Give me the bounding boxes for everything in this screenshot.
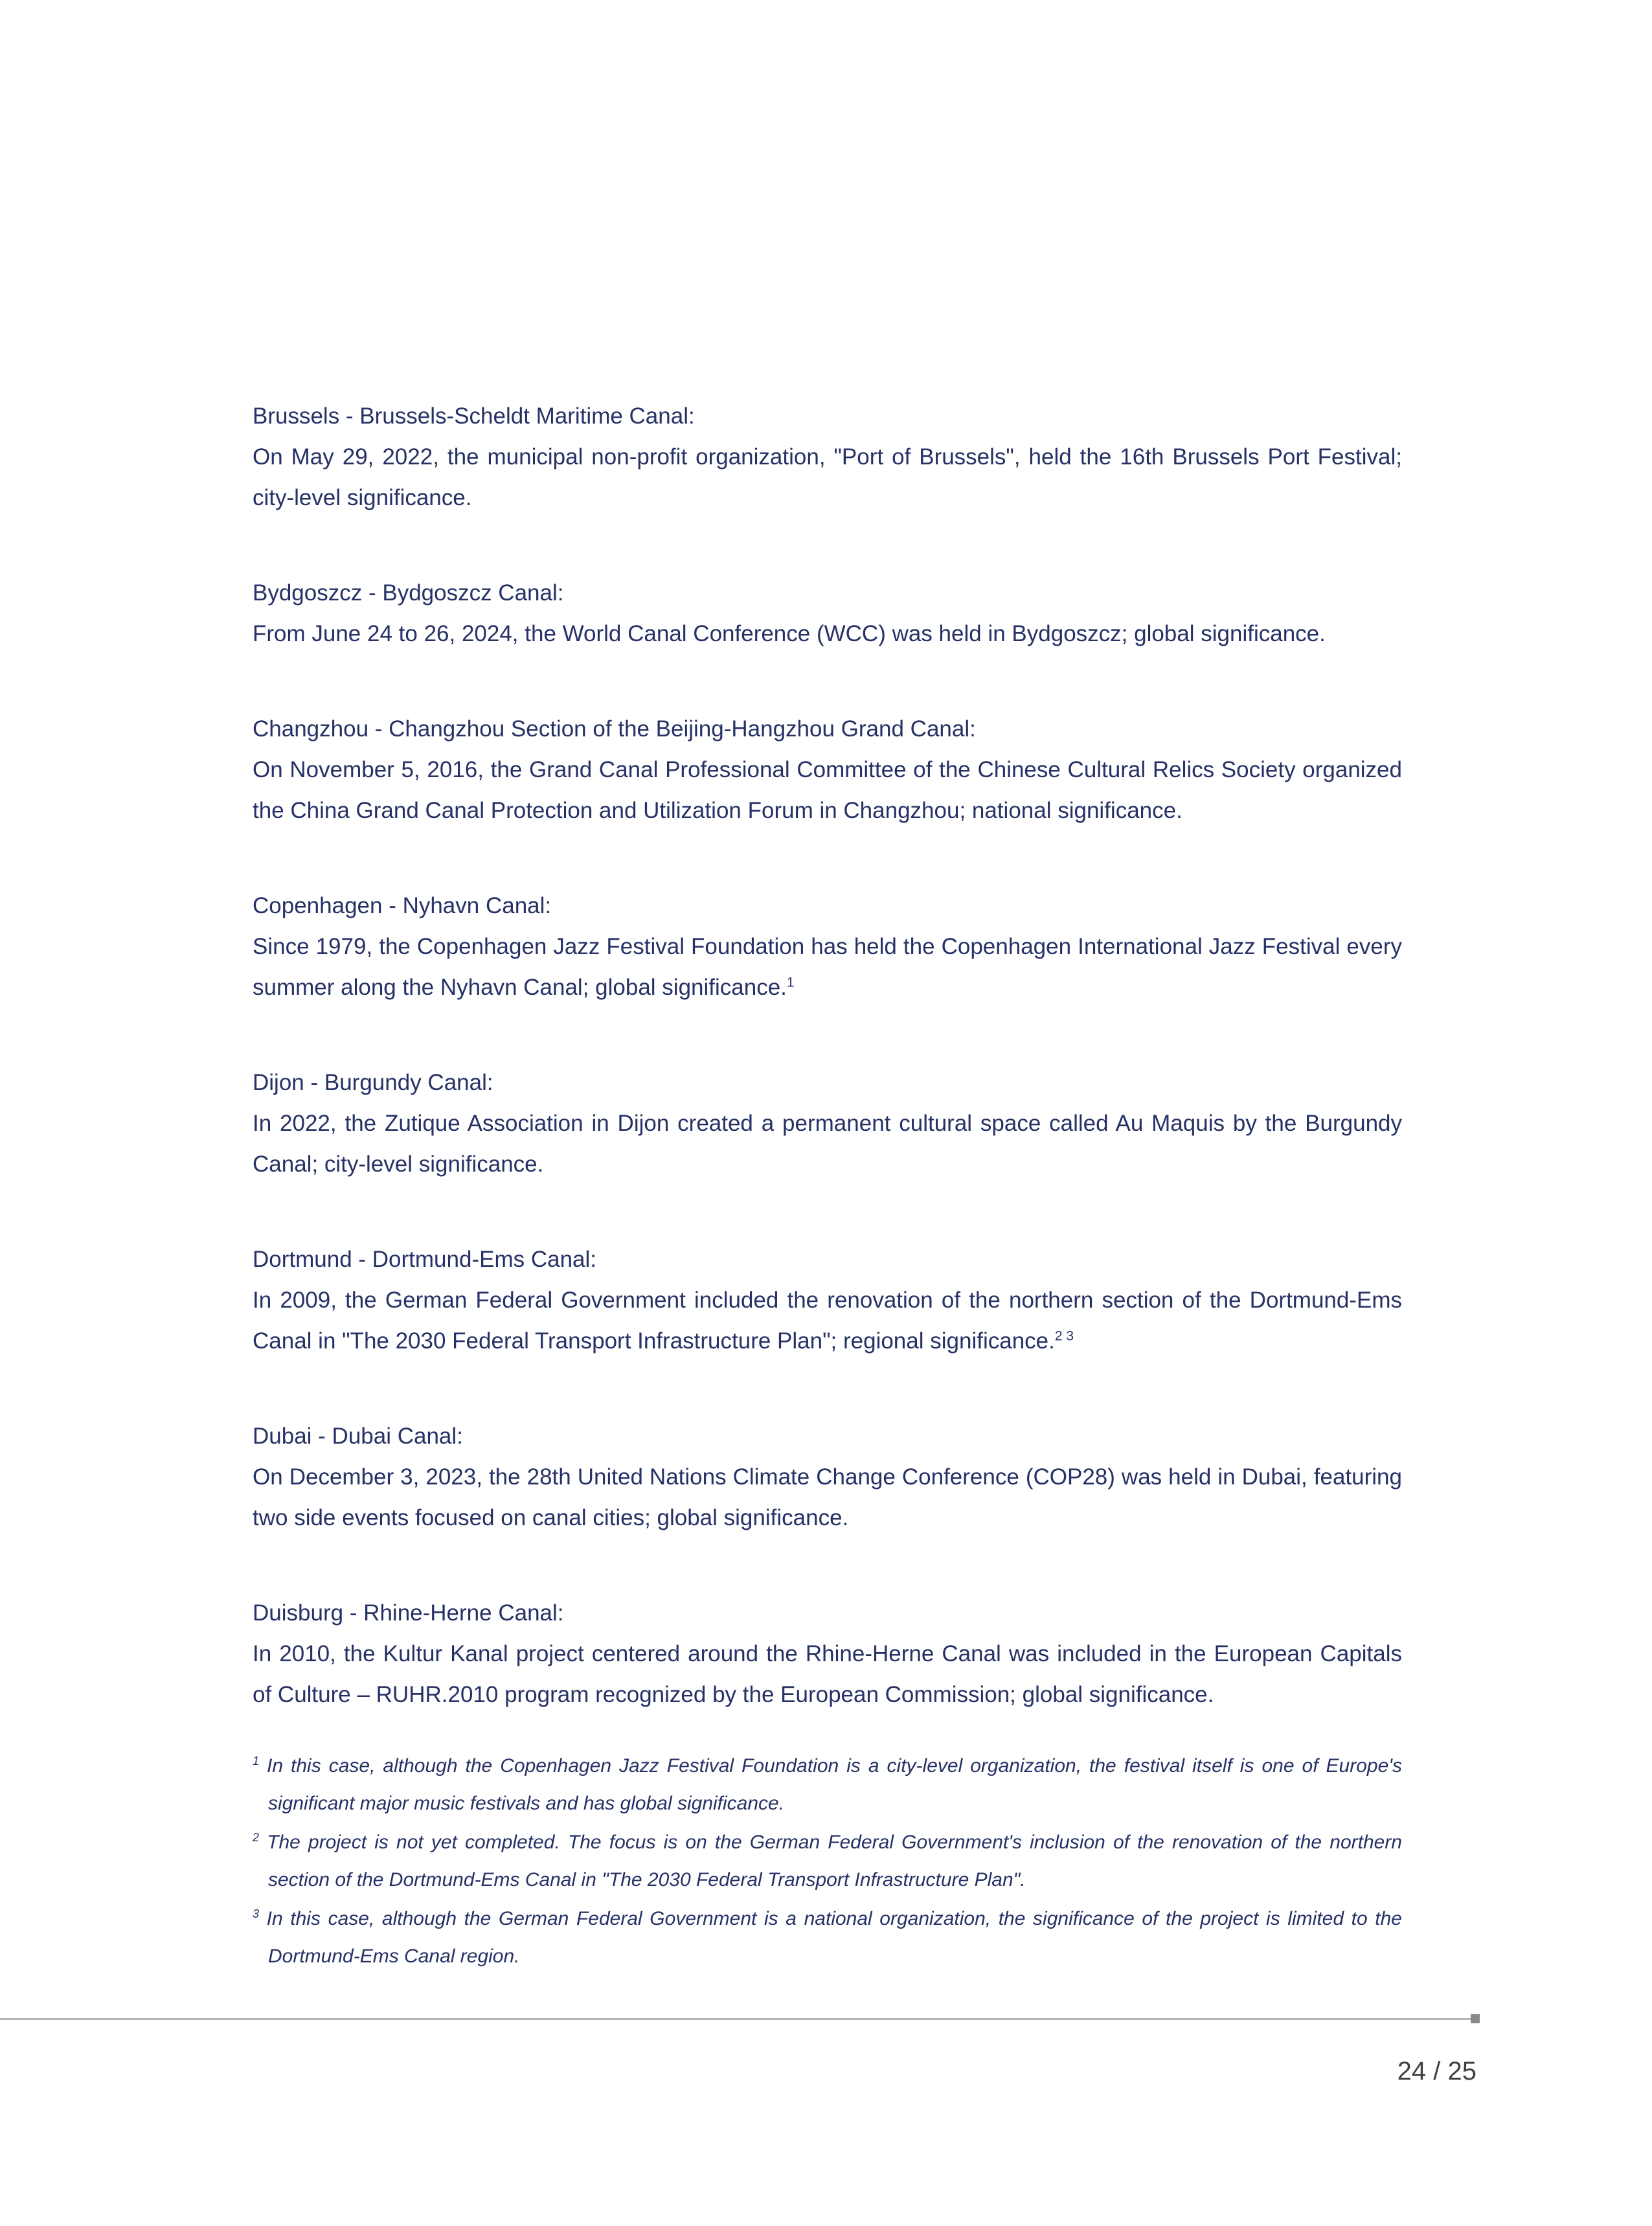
entry-body-text: Since 1979, the Copenhagen Jazz Festival Foundation has held the Copenhagen International Jazz Festival every summer along the Nyhavn Canal; global significance. [253,934,1402,1000]
canal-entry-brussels [253,396,1402,518]
footer-divider-line [0,2018,1478,2020]
entry-body [253,1457,1402,1538]
footnote-text: In this case, although the German Federal Government is a national organization, the significance of the project is limited to the Dortmund-Ems Canal region. [266,1908,1402,1967]
entry-body-text: On November 5, 2016, the Grand Canal Professional Committee of the Chinese Cultural Relics Society organized the China Grand Canal Protection and Utilization Forum in Changzhou; national significance. [253,757,1402,823]
entry-body [253,926,1402,1008]
footnote-text: The project is not yet completed. The focus is on the German Federal Government's inclusion of the renovation of the northern section of the Dortmund-Ems Canal in "The 2030 Federal Transport Infrastructure Plan". [267,1832,1402,1891]
entry-title: Dortmund - Dortmund-Ems Canal: [253,1247,596,1272]
entry-body [253,613,1402,654]
footnote-marker: 2 [253,1831,260,1844]
entry-body [253,1280,1402,1361]
entry-title: Copenhagen - Nyhavn Canal: [253,893,552,918]
entry-title: Changzhou - Changzhou Section of the Beijing-Hangzhou Grand Canal: [253,716,976,742]
document-text-column [253,396,1402,1977]
entry-body [253,1633,1402,1715]
entry-body-text: In 2010, the Kultur Kanal project centered around the Rhine-Herne Canal was included in the European Capitals of Culture – RUHR.2010 program recognized by the European Commission; global significance. [253,1641,1402,1707]
entry-body [253,1103,1402,1185]
canal-entry-duisburg [253,1593,1402,1715]
entry-title: Duisburg - Rhine-Herne Canal: [253,1600,564,1626]
entry-body [253,749,1402,831]
entry-body-text: From June 24 to 26, 2024, the World Canal Conference (WCC) was held in Bydgoszcz; global significance. [253,621,1326,646]
canal-entry-copenhagen [253,885,1402,1008]
entry-body-text: In 2009, the German Federal Government included the renovation of the northern section of the Dortmund-Ems Canal in "The 2030 Federal Transport Infrastructure Plan"; regional significance. [253,1288,1402,1354]
entry-title: Brussels - Brussels-Scheldt Maritime Canal: [253,403,695,429]
page-number: 24 / 25 [1397,2057,1477,2085]
entry-title: Bydgoszcz - Bydgoszcz Canal: [253,580,564,606]
footnote-2 [253,1824,1402,1899]
footnote-ref: 2 3 [1054,1328,1074,1344]
footnote-ref: 1 [786,975,795,990]
canal-entry-dortmund [253,1239,1402,1361]
canal-entry-bydgoszcz [253,573,1402,654]
entry-body-text: On May 29, 2022, the municipal non-profit organization, "Port of Brussels", held the 16th Brussels Port Festival; city-level significance. [253,444,1402,510]
footnote-3 [253,1900,1402,1975]
entry-title: Dijon - Burgundy Canal: [253,1070,493,1095]
entry-body-text: In 2022, the Zutique Association in Dijon created a permanent cultural space called Au Maquis by the Burgundy Canal; city-level significance. [253,1111,1402,1177]
entry-body-text: On December 3, 2023, the 28th United Nations Climate Change Conference (COP28) was held in Dubai, featuring two side events focused on canal cities; global significance. [253,1464,1402,1530]
canal-entry-dijon [253,1062,1402,1185]
footnote-marker: 3 [253,1907,260,1920]
footnotes-section [253,1747,1402,1975]
entry-title: Dubai - Dubai Canal: [253,1424,463,1449]
canal-entry-changzhou [253,709,1402,831]
entry-body [253,437,1402,518]
footnote-marker: 1 [253,1755,260,1767]
footnote-1 [253,1747,1402,1823]
footer-line-end-marker [1471,2014,1480,2023]
footnote-text: In this case, although the Copenhagen Jazz Festival Foundation is a city-level organization, the festival itself is one of Europe's significant major music festivals and has global significance. [267,1755,1402,1814]
canal-entry-dubai [253,1416,1402,1538]
